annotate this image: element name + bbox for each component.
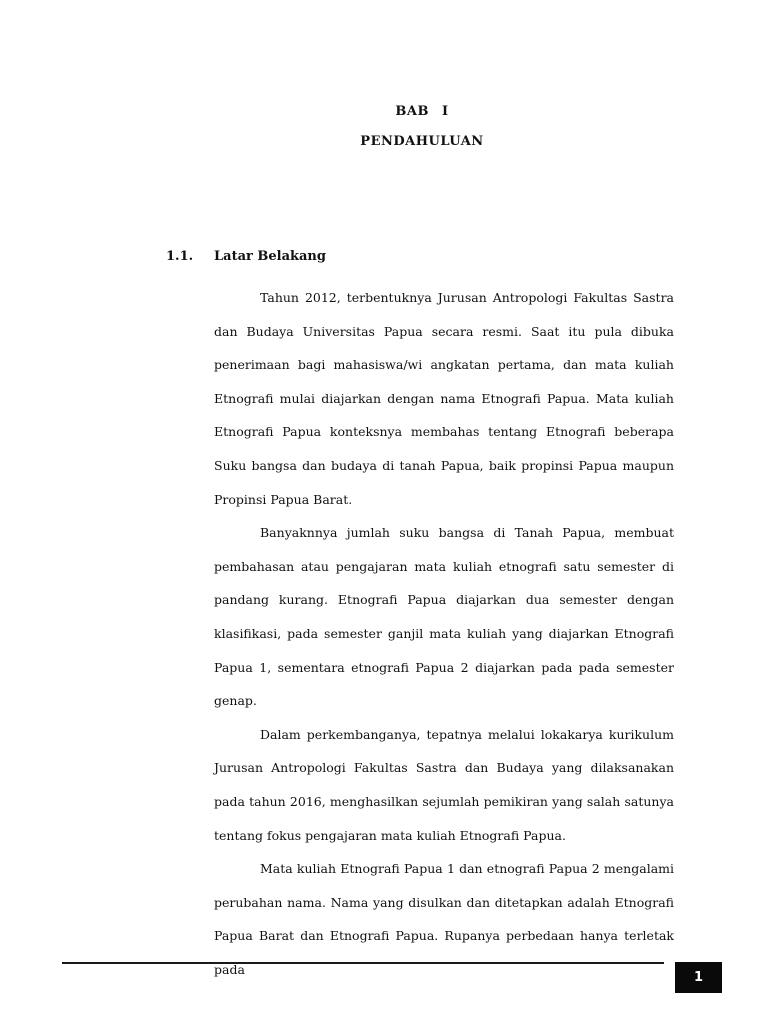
chapter-number: BAB I [395,104,449,119]
chapter-title: PENDAHULUAN [360,134,484,149]
paragraph-3: Dalam perkembanganya, tepatnya melalui lokakarya kurikulum Jurusan Antropologi Fakultas Sastra dan Budaya yang dilaksanakan pada tahun 2016, menghasilkan sejumlah pemikiran yang salah satunya tentang fokus pengajaran mata kuliah Etnografi Papua. [214,726,674,843]
paragraph-4: Mata kuliah Etnografi Papua 1 dan etnografi Papua 2 mengalami perubahan nama. Nama yang disulkan dan ditetapkan adalah Etnografi Papua Barat dan Etnografi Papua. Rupanya perbedaan hanya terletak pada [214,861,674,977]
section-number: 1.1. [166,249,194,264]
section-heading [166,249,326,264]
page-number: 1 [675,962,722,993]
footer-divider [62,962,664,964]
paragraph-1: Tahun 2012, terbentuknya Jurusan Antropologi Fakultas Sastra dan Budaya Universitas Papua secara resmi. Saat itu pula dibuka penerimaan bagi mahasiswa/wi angkatan pertama, dan mata kuliah Etnografi mulai diajarkan dengan nama Etnografi Papua. Mata kuliah Etnografi Papua konteksnya membahas tentang Etnografi beberapa Suku bangsa dan budaya di tanah Papua, baik propinsi Papua maupun Propinsi Papua Barat. [214,290,674,507]
paragraph-2: Banyaknnya jumlah suku bangsa di Tanah Papua, membuat pembahasan atau pengajaran mata kuliah etnografi satu semester di pandang kurang. Etnografi Papua diajarkan dua semester dengan klasifikasi, pada semester ganjil mata kuliah yang diajarkan Etnografi Papua 1, sementara etnografi Papua 2 diajarkan pada pada semester genap. [214,525,674,709]
section-title: Latar Belakang [214,249,326,264]
body-text [214,281,674,986]
